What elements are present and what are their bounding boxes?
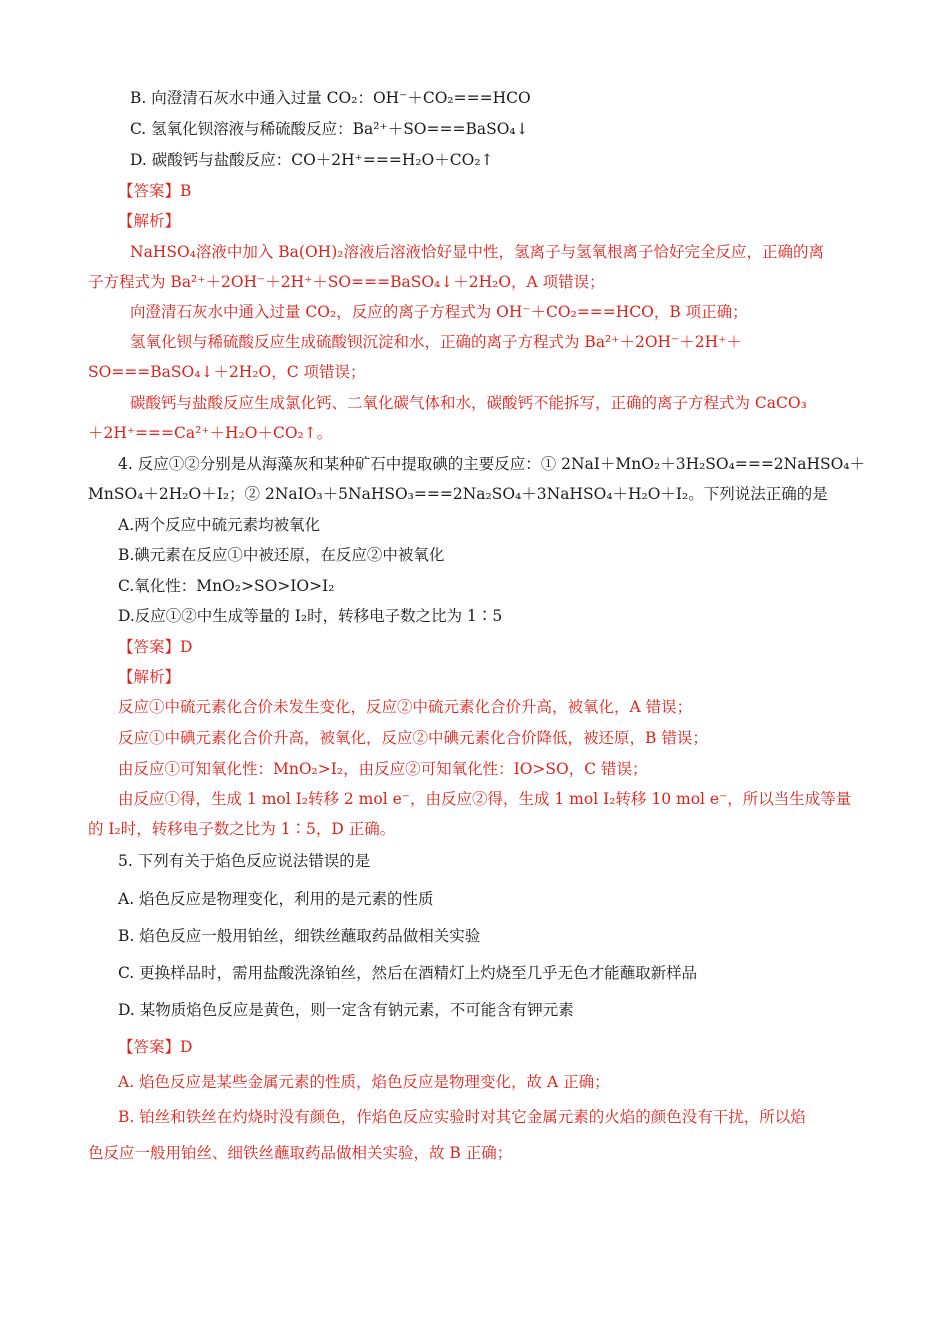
question-5-stem: 5. 下列有关于焰色反应说法错误的是 xyxy=(118,852,371,870)
option-d-q3: D. 碳酸钙与盐酸反应：CO＋2H⁺===H₂O＋CO₂↑ xyxy=(130,151,494,169)
option-a-q4: A.两个反应中硫元素均被氧化 xyxy=(118,516,321,534)
question-4-stem: 4. 反应①②分别是从海藻灰和某种矿石中提取碘的主要反应：① 2NaI＋MnO₂＋3H₂SO₄===2NaHSO₄＋ xyxy=(118,455,866,473)
analysis-line: 反应①中硫元素化合价未发生变化，反应②中硫元素化合价升高，被氧化，A 错误； xyxy=(118,698,693,716)
option-b-q4: B.碘元素在反应①中被还原，在反应②中被氧化 xyxy=(118,546,445,564)
analysis-line: 碳酸钙与盐酸反应生成氯化钙、二氧化碳气体和水，碳酸钙不能拆写，正确的离子方程式为 CaCO₃ xyxy=(130,394,807,412)
answer-q3: 【答案】B xyxy=(118,182,192,200)
answer-q5: 【答案】D xyxy=(118,1038,193,1056)
answer-q4: 【答案】D xyxy=(118,638,193,656)
analysis-line: SO===BaSO₄↓＋2H₂O，C 项错误； xyxy=(88,363,366,381)
option-a-q5: A. 焰色反应是物理变化，利用的是元素的性质 xyxy=(118,890,434,908)
analysis-line: 向澄清石灰水中通入过量 CO₂，反应的离子方程式为 OH⁻＋CO₂===HCO，B 项正确； xyxy=(130,303,748,321)
option-d-q5: D. 某物质焰色反应是黄色，则一定含有钠元素，不可能含有钾元素 xyxy=(118,1001,574,1019)
option-b-q3: B. 向澄清石灰水中通入过量 CO₂：OH⁻＋CO₂===HCO xyxy=(130,89,531,107)
analysis-heading-q4: 【解析】 xyxy=(118,668,181,686)
analysis-line: B. 铂丝和铁丝在灼烧时没有颜色，作焰色反应实验时对其它金属元素的火焰的颜色没有干扰，所以焰 xyxy=(118,1108,806,1126)
analysis-line: 子方程式为 Ba²⁺＋2OH⁻＋2H⁺＋SO===BaSO₄↓＋2H₂O，A 项错误； xyxy=(88,273,605,291)
analysis-line: 由反应①可知氧化性：MnO₂>I₂，由反应②可知氧化性：IO>SO，C 错误； xyxy=(118,760,648,778)
analysis-line: A. 焰色反应是某些金属元素的性质，焰色反应是物理变化，故 A 正确； xyxy=(118,1073,610,1091)
analysis-heading-q3: 【解析】 xyxy=(118,212,181,230)
option-c-q3: C. 氢氧化钡溶液与稀硫酸反应：Ba²⁺＋SO===BaSO₄↓ xyxy=(130,120,529,138)
analysis-line: NaHSO₄溶液中加入 Ba(OH)₂溶液后溶液恰好显中性，氢离子与氢氧根离子恰好完全反应，正确的离 xyxy=(130,243,824,261)
option-c-q4: C.氧化性：MnO₂>SO>IO>I₂ xyxy=(118,577,335,595)
option-c-q5: C. 更换样品时，需用盐酸洗涤铂丝，然后在酒精灯上灼烧至几乎无色才能蘸取新样品 xyxy=(118,964,698,982)
analysis-line: 反应①中碘元素化合价升高，被氧化，反应②中碘元素化合价降低，被还原，B 错误； xyxy=(118,729,708,747)
analysis-line: 氢氧化钡与稀硫酸反应生成硫酸钡沉淀和水，正确的离子方程式为 Ba²⁺＋2OH⁻＋2H⁺＋ xyxy=(130,333,742,351)
analysis-line: 色反应一般用铂丝、细铁丝蘸取药品做相关实验，故 B 正确； xyxy=(88,1144,513,1162)
analysis-line: ＋2H⁺===Ca²⁺＋H₂O＋CO₂↑。 xyxy=(88,424,333,442)
option-d-q4: D.反应①②中生成等量的 I₂时，转移电子数之比为 1∶5 xyxy=(118,607,503,625)
question-4-stem-cont: MnSO₄＋2H₂O＋I₂；② 2NaIO₃＋5NaHSO₃===2Na₂SO₄＋3NaHSO₄＋H₂O＋I₂。下列说法正确的是 xyxy=(88,485,828,503)
analysis-line: 的 I₂时，转移电子数之比为 1∶5，D 正确。 xyxy=(88,820,396,838)
option-b-q5: B. 焰色反应一般用铂丝，细铁丝蘸取药品做相关实验 xyxy=(118,927,481,945)
analysis-line: 由反应①得，生成 1 mol I₂转移 2 mol e⁻，由反应②得，生成 1 mol I₂转移 10 mol e⁻，所以当生成等量 xyxy=(118,790,852,808)
